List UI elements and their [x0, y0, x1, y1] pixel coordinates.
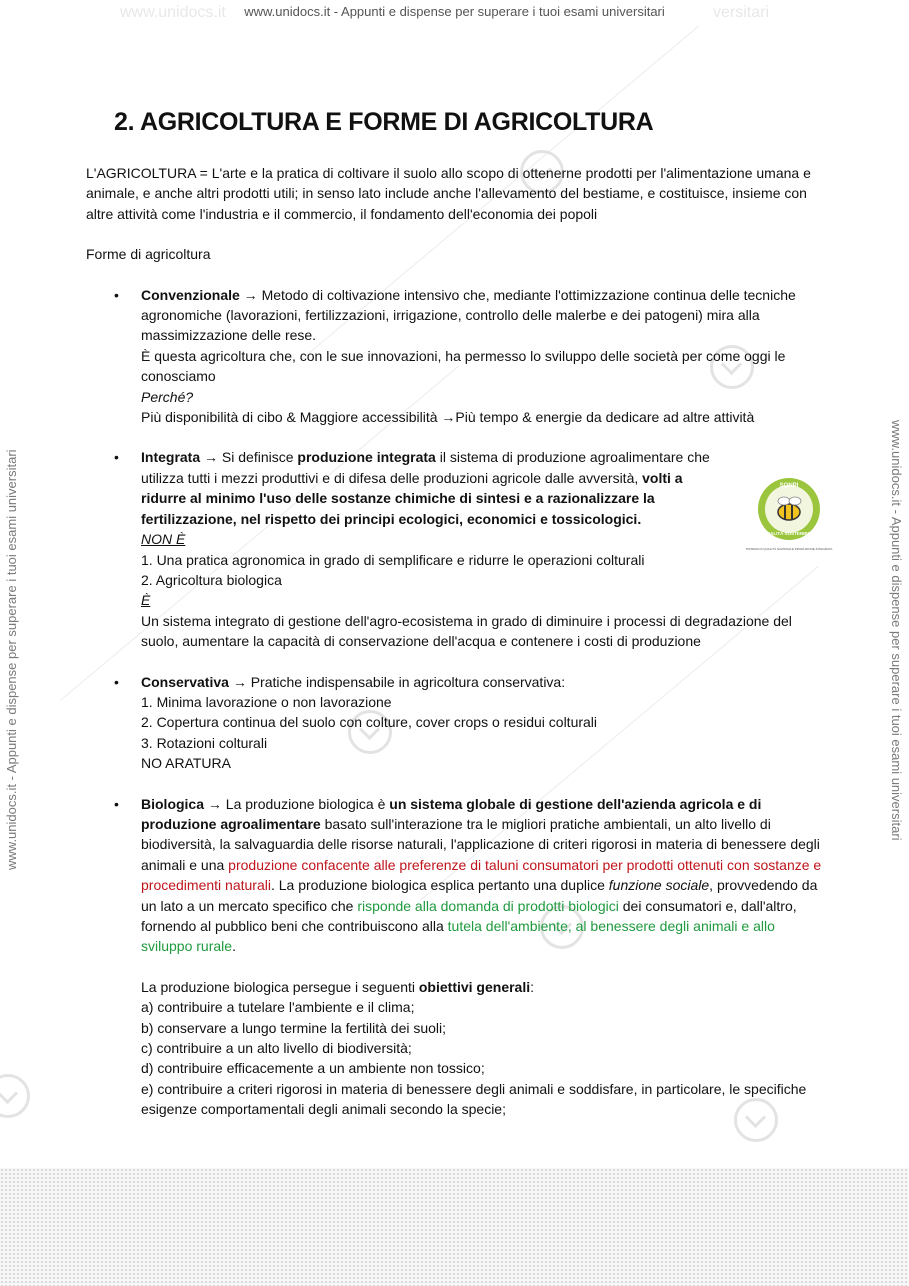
e-heading: È: [141, 592, 151, 609]
convenzionale-text-2: È questa agricoltura che, con le sue innovazioni, ha permesso lo sviluppo delle società per come oggi le conosciamo: [141, 347, 786, 385]
list-item-integrata: [86, 447, 826, 651]
biologica-text: basato sull'interazione tra le migliori pratiche ambientali, un alto livello di biodiversità, la salvaguardia delle risorse naturali, l'applicazione di criteri rigorosi in materia di benessere degli animali e una: [141, 815, 820, 873]
intro-paragraph: [86, 163, 826, 224]
conservativa-item: 2. Copertura continua del suolo con colture, cover crops o residui colturali: [141, 714, 598, 731]
objective-item: b) conservare a lungo termine la fertilità dei suoli;: [141, 1019, 447, 1036]
convenzionale-text: Metodo di coltivazione intensivo che, mediante l'ottimizzazione continua delle tecniche agronomiche (lavorazioni, fertilizzazioni, irrigazione, controllo delle malerbe e dei patogeni) mira alla massimizzazione delle rese.: [141, 286, 796, 344]
list-item-conservativa: [86, 672, 826, 774]
conservativa-text: Pratiche indispensabile in agricoltura conservativa:: [250, 673, 566, 690]
preview-blur-overlay: [0, 1168, 909, 1286]
objectives-intro: La produzione biologica persegue i seguenti: [141, 978, 419, 995]
watermark-top: [0, 4, 909, 19]
watermark-top-text: www.unidocs.it - Appunti e dispense per superare i tuoi esami universitari: [244, 4, 665, 19]
e-text: Un sistema integrato di gestione dell'agro-ecosistema in grado di diminuire i processi di degradazione del suolo, aumentare la capacità di conservazione dell'acqua e contenere i costi di produzione: [141, 612, 792, 650]
forms-heading: Forme di agricoltura: [86, 246, 211, 263]
biologica-green: tutela dell'ambiente, al benessere degli animali e allo sviluppo rurale: [141, 918, 775, 955]
objectives-intro-colon: :: [530, 978, 535, 995]
term-integrata: Integrata: [141, 449, 201, 466]
term-biologica: Biologica: [141, 795, 205, 812]
watermark-left: www.unidocs.it - Appunti e dispense per superare i tuoi esami universitari: [4, 449, 19, 870]
non-e-heading: NON È: [141, 531, 186, 548]
conservativa-item: NO ARATURA: [141, 755, 231, 772]
watermark-right: www.unidocs.it - Appunti e dispense per superare i tuoi esami universitari: [889, 420, 904, 841]
integrata-text-a: Si definisce: [221, 449, 298, 466]
biologica-text: dei consumatori e, dall'altro, fornendo al pubblico beni che contribuiscono alla: [141, 897, 797, 934]
unidocs-logo-icon: [0, 1074, 30, 1118]
biologica-red: produzione confacente alle preferenze di taluni consumatori per prodotti ottenuti con sostanze e procedimenti naturali: [141, 856, 822, 894]
biologica-bold: un sistema globale di gestione dell'azienda agricola e di produzione agroalimentare: [141, 795, 762, 832]
biologica-text: . La produzione biologica esplica pertanto una duplice: [270, 877, 609, 894]
arrow-icon: →: [239, 286, 262, 303]
integrata-text-b: il sistema di produzione agroalimentare che utilizza tutti i mezzi produttivi e di difesa delle produzioni agricole dalle avversità,: [141, 449, 710, 486]
watermark-ghost-right: versitari: [712, 4, 769, 21]
conservativa-item: 3. Rotazioni colturali: [141, 734, 268, 751]
biologica-green: risponde alla domanda di prodotti biologici: [357, 897, 619, 914]
badge-ring-text: QUALITÀ SOSTENIBILE: [763, 531, 815, 536]
watermark-ghost-left: www.unidocs.it: [120, 4, 226, 21]
conservativa-item: 1. Minima lavorazione o non lavorazione: [141, 693, 392, 710]
objective-item: a) contribuire a tutelare l'ambiente e il clima;: [141, 999, 415, 1016]
arrow-icon: →: [204, 795, 226, 812]
arrow-icon: →: [228, 673, 251, 690]
intro-text: = L'arte e la pratica di coltivare il suolo allo scopo di ottenerne prodotti per l'alimentazione umana e animale, e anche altri prodotti utili; in senso lato include anche l'allevamento del bestiame, e costituisce, insieme con altre attività come l'industria e il commercio, il fondamento dell'economia dei popoli: [86, 165, 811, 222]
forms-list: [86, 285, 826, 1120]
integrata-bold-a: produzione integrata: [297, 449, 436, 466]
objective-item: c) contribuire a un alto livello di biodiversità;: [141, 1040, 412, 1057]
badge-top-text: SQNPI: [779, 483, 799, 489]
integrata-bold-b: volti a ridurre al minimo l'uso delle sostanze chimiche di sintesi e a razionalizzare la fertilizzazione, nel rispetto dei principi ecologici, economici e tossicologici.: [141, 469, 683, 527]
term-convenzionale: Convenzionale: [141, 286, 240, 303]
non-e-item-2: 2. Agricoltura biologica: [141, 571, 282, 588]
intro-term: L'AGRICOLTURA: [86, 165, 196, 181]
term-conservativa: Conservativa: [141, 673, 229, 690]
page-title: 2. AGRICOLTURA E FORME DI AGRICOLTURA: [114, 108, 654, 136]
non-e-item-1: 1. Una pratica agronomica in grado di semplificare e ridurre le operazioni colturali: [141, 551, 645, 568]
arrow-icon: →: [200, 449, 222, 466]
biologica-text: La produzione biologica è: [225, 795, 390, 812]
why-question: Perché?: [141, 388, 194, 405]
biologica-text: , provvedendo da un lato a un mercato specifico che: [141, 877, 818, 914]
objective-item: d) contribuire efficacemente a un ambiente non tossico;: [141, 1060, 485, 1077]
document-page: [86, 108, 826, 1140]
biologica-text: .: [232, 938, 236, 955]
list-item-convenzionale: [86, 285, 826, 428]
objectives-intro-bold: obiettivi generali: [418, 978, 531, 995]
why-answer: Più disponibilità di cibo & Maggiore accessibilità →Più tempo & energie da dedicare ad altre attività: [141, 409, 755, 426]
biologica-italic: funzione sociale: [608, 877, 710, 894]
list-item-biologica: [86, 794, 826, 1120]
objective-item: e) contribuire a criteri rigorosi in materia di benessere degli animali e soddisfare, in particolare, le specifiche esigenze comportamentali degli animali secondo la specie;: [141, 1080, 807, 1118]
badge-caption: SISTEMA DI QUALITÀ NAZIONALE PRODUZIONE INTEGRATA: [745, 547, 833, 551]
